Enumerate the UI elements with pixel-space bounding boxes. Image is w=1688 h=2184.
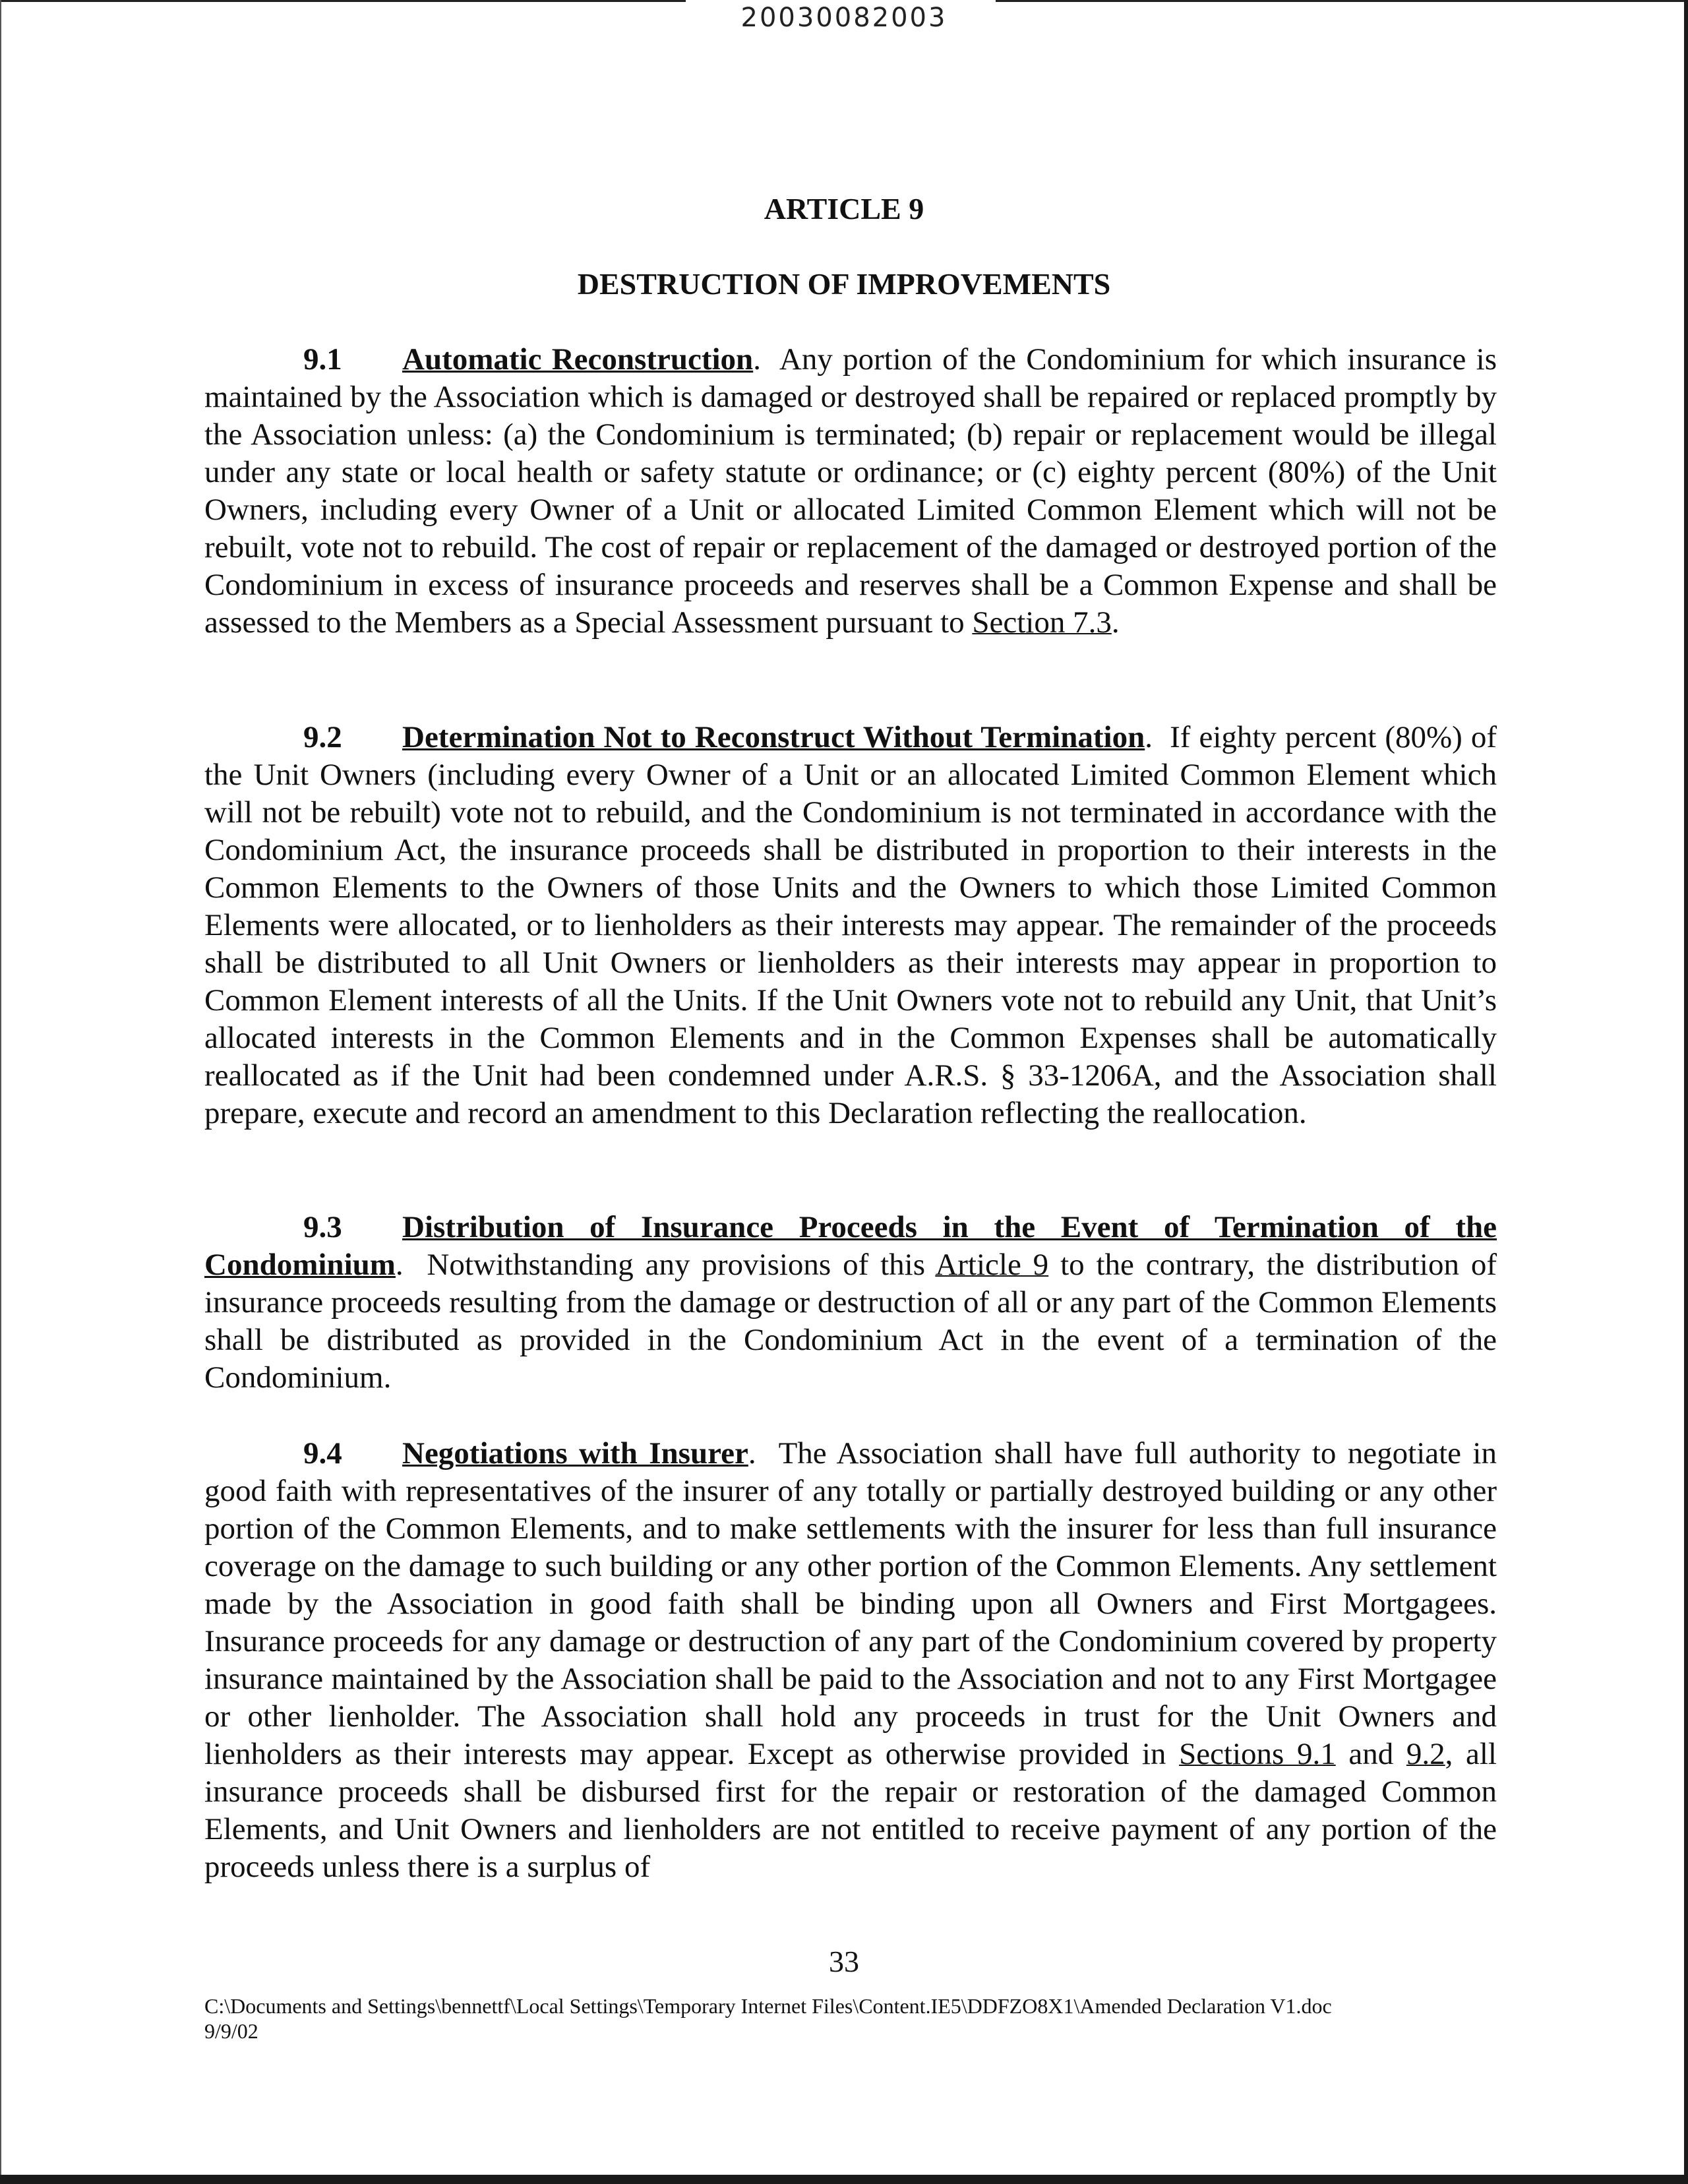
section-number: 9.2 — [303, 720, 342, 754]
section-body-continued: , all insurance proceeds shall be disbursed first for the repair or restoration of the damaged Common Elements, and Unit Owners and lienholders are not entitled to receive payment of any portion of the proceeds unless there is a surplus of — [204, 1737, 1497, 1884]
section-body: Notwithstanding any provisions of this — [427, 1248, 926, 1282]
section-9-1: 9.1 Automatic Reconstruction. Any portion of the Condominium for which insurance is maintained by the Association which is damaged or destroyed shall be repaired or replaced promptly by the Association unless: (a) the Condominium is terminated; (b) repair or replacement would be illegal under any state or local health or safety statute or ordinance; or (c) eighty percent (80%) of the Unit Owners, including every Owner of a Unit or allocated Limited Common Element which will not be rebuilt, vote not to rebuild. The cost of repair or replacement of the damaged or destroyed portion of the Condominium in excess of insurance proceeds and reserves shall be a Common Expense and shall be assessed to the Members as a Special Assessment pursuant to Section 7.3. — [204, 342, 1497, 640]
article-heading: ARTICLE 9 — [764, 192, 924, 226]
section-9-4: 9.4 Negotiations with Insurer. The Association shall have full authority to negotiate in good faith with representatives of the insurer of any totally or partially destroyed building or any other portion of the Common Elements, and to make settlements with the insurer for less than full insurance coverage on the damage to such building or any other portion of the Common Elements. Any settlement made by the Association in good faith shall be binding upon all Owners and First Mortgagees. Insurance proceeds for any damage or destruction of any part of the Condominium covered by property insurance maintained by the Association shall be paid to the Association and not to any First Mortgagee or other lienholder. The Association shall hold any proceeds in trust for the Unit Owners and lienholders as their interests may appear. Except as otherwise provided in Sections 9.1 and 9.2, all insurance proceeds shall be disbursed first for the repair or restoration of the damaged Common Elements, and Unit Owners and lienholders are not entitled to receive payment of any portion of the proceeds unless there is a surplus of — [204, 1436, 1497, 1884]
section-title: Automatic Reconstruction — [402, 342, 754, 377]
section-number: 9.1 — [303, 342, 342, 377]
section-9-3: 9.3 Distribution of Insurance Proceeds in the Event of Termination of the Condominium. Notwithstanding any provisions of this Article 9 to the contrary, the distribution of insurance proceeds resulting from the damage or destruction of all or any part of the Common Elements shall be distributed as provided in the Condominium Act in the event of a termination of the Condominium. — [204, 1210, 1497, 1395]
section-title: Distribution of Insurance Proceeds in the Event of Termination of the Condominium — [204, 1210, 1497, 1282]
section-body-continued: to the contrary, the distribution of insurance proceeds resulting from the damage or destruction of all or any part of the Common Elements shall be distributed as provided in the Condominium Act in the event of a termination of the Condominium. — [204, 1248, 1497, 1395]
cross-reference: Section 7.3 — [972, 605, 1112, 640]
document-number: 20030082003 — [740, 3, 948, 33]
section-number: 9.4 — [303, 1436, 342, 1471]
section-title: Determination Not to Reconstruct Without Termination — [402, 720, 1145, 754]
section-body: If eighty percent (80%) of the Unit Owners (including every Owner of a Unit or an allocated Limited Common Element which will not be rebuilt) vote not to rebuild, and the Condominium is not terminated in accordance with the Condominium Act, the insurance proceeds shall be distributed in proportion to their interests in the Common Elements to the Owners of those Units and the Owners to which those Limited Common Elements were allocated, or to lienholders as their interests may appear. The remainder of the proceeds shall be distributed to all Unit Owners or lienholders as their interests may appear in proportion to Common Element interests of all the Units. If the Unit Owners vote not to rebuild any Unit, that Unit’s allocated interests in the Common Elements and in the Common Expenses shall be automatically reallocated as if the Unit had been condemned under A.R.S. § 33-1206A, and the Association shall prepare, execute and record an amendment to this Declaration reflecting the reallocation. — [204, 720, 1497, 1130]
cross-reference: 9.2 — [1406, 1737, 1445, 1771]
section-number: 9.3 — [303, 1210, 342, 1244]
page-border-top — [0, 0, 1688, 2]
footer-date: 9/9/02 — [204, 2019, 258, 2043]
section-title: Negotiations with Insurer — [402, 1436, 748, 1471]
cross-reference: Sections 9.1 — [1179, 1737, 1336, 1771]
page-border-right — [1684, 0, 1688, 2184]
article-title: DESTRUCTION OF IMPROVEMENTS — [577, 267, 1111, 301]
footer-file-path: C:\Documents and Settings\bennettf\Local Settings\Temporary Internet Files\Content.IE5\DDFZO8X1\Amended Declaration V1.doc — [204, 1994, 1332, 2018]
cross-reference: Article 9 — [935, 1248, 1049, 1282]
section-9-2: 9.2 Determination Not to Reconstruct Without Termination. If eighty percent (80%) of the Unit Owners (including every Owner of a Unit or an allocated Limited Common Element which will not be rebuilt) vote not to rebuild, and the Condominium is not terminated in accordance with the Condominium Act, the insurance proceeds shall be distributed in proportion to their interests in the Common Elements to the Owners of those Units and the Owners to which those Limited Common Elements were allocated, or to lienholders as their interests may appear. The remainder of the proceeds shall be distributed to all Unit Owners or lienholders as their interests may appear in proportion to Common Element interests of all the Units. If the Unit Owners vote not to rebuild any Unit, that Unit’s allocated interests in the Common Elements and in the Common Expenses shall be automatically reallocated as if the Unit had been condemned under A.R.S. § 33-1206A, and the Association shall prepare, execute and record an amendment to this Declaration reflecting the reallocation. — [204, 720, 1497, 1130]
conjunction: and — [1348, 1737, 1394, 1771]
page-border-left — [0, 0, 1, 2184]
section-body: The Association shall have full authority to negotiate in good faith with representatives of the insurer of any totally or partially destroyed building or any other portion of the Common Elements, and to make settlements with the insurer for less than full insurance coverage on the damage to such building or any other portion of the Common Elements. Any settlement made by the Association in good faith shall be binding upon all Owners and First Mortgagees. Insurance proceeds for any damage or destruction of any part of the Condominium covered by property insurance maintained by the Association shall be paid to the Association and not to any First Mortgagee or other lienholder. The Association shall hold any proceeds in trust for the Unit Owners and lienholders as their interests may appear. Except as otherwise provided in — [204, 1436, 1497, 1771]
section-body: Any portion of the Condominium for which insurance is maintained by the Association which is damaged or destroyed shall be repaired or replaced promptly by the Association unless: (a) the Condominium is terminated; (b) repair or replacement would be illegal under any state or local health or safety statute or ordinance; or (c) eighty percent (80%) of the Unit Owners, including every Owner of a Unit or allocated Limited Common Element which will not be rebuilt, vote not to rebuild. The cost of repair or replacement of the damaged or destroyed portion of the Condominium in excess of insurance proceeds and reserves shall be a Common Expense and shall be assessed to the Members as a Special Assessment pursuant to — [204, 342, 1497, 640]
page-border-bottom — [0, 2175, 1688, 2184]
page-number: 33 — [829, 1945, 859, 1978]
